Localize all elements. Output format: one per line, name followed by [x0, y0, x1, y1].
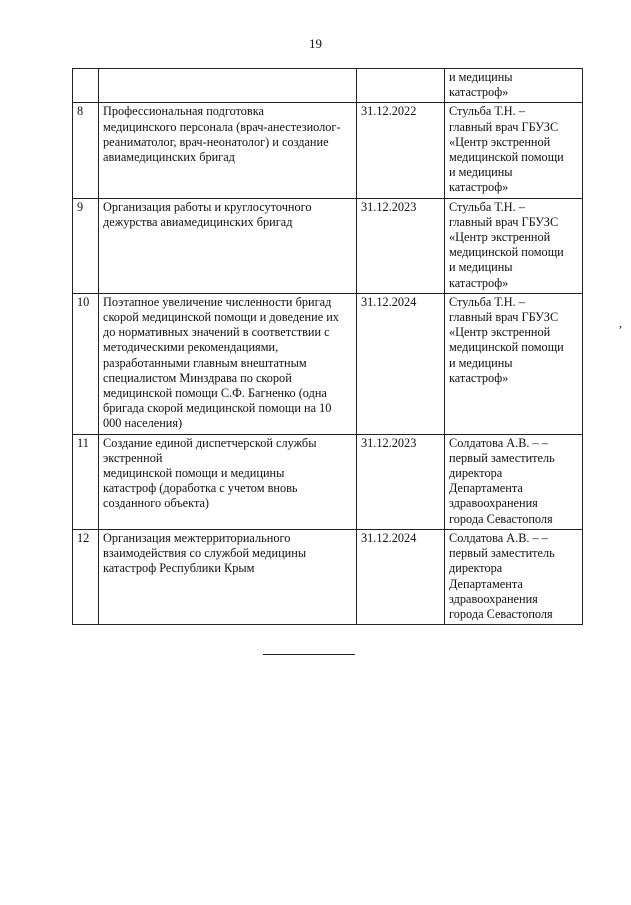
deadline-cell	[357, 103, 445, 198]
task-text: Создание единой диспетчерской службы экстренной медицинской помощи и медицины катастроф (доработка с учетом вновь созданного объекта)	[103, 435, 317, 511]
responsible-text: Стульба Т.Н. – главный врач ГБУЗС «Центр экстренной медицинской помощи и медицины катастроф»	[449, 104, 564, 195]
responsible-text: Стульба Т.Н. – главный врач ГБУЗС «Центр экстренной медицинской помощи и медицины катастроф»	[449, 199, 564, 290]
row-number-cell	[73, 529, 99, 624]
deadline-cell	[357, 434, 445, 529]
responsible-cell	[445, 293, 583, 434]
deadline-cell	[357, 198, 445, 293]
task-cell	[99, 103, 357, 198]
measures-table-body	[73, 69, 583, 625]
deadline-date: 31.12.2024	[361, 294, 417, 309]
responsible-cell	[445, 103, 583, 198]
task-text: Организация межтерриториального взаимодействия со службой медицины катастроф Республики Крым	[103, 530, 307, 576]
deadline-date: 31.12.2023	[361, 435, 417, 450]
task-cell	[99, 198, 357, 293]
deadline-cell	[357, 293, 445, 434]
margin-mark: ,	[619, 316, 622, 330]
task-cell	[99, 529, 357, 624]
row-number-cell	[73, 103, 99, 198]
task-cell	[99, 69, 357, 103]
deadline-cell	[357, 529, 445, 624]
task-text: Поэтапное увеличение численности бригад скорой медицинской помощи и доведение их до нормативных значений в соответствии с методическими рекомендациями, разработанными главным внештатным специалистом Минздрава по скорой медицинской помощи С.Ф. Багненко (одна бригада скорой медицинской помощи на 10 000 населения)	[103, 294, 339, 431]
row-number-cell	[73, 69, 99, 103]
table-row	[73, 434, 583, 529]
row-number-cell	[73, 198, 99, 293]
responsible-text: Солдатова А.В. – – первый заместитель директора Департамента здравоохранения города Севастополя	[449, 530, 555, 621]
responsible-text: Стульба Т.Н. – главный врач ГБУЗС «Центр экстренной медицинской помощи и медицины катастроф»	[449, 294, 564, 385]
task-cell	[99, 293, 357, 434]
deadline-date: 31.12.2023	[361, 199, 417, 214]
task-cell	[99, 434, 357, 529]
row-number: 10	[77, 294, 90, 309]
responsible-cell	[445, 434, 583, 529]
row-number: 8	[77, 104, 84, 119]
table-row	[73, 198, 583, 293]
end-of-document-line	[263, 654, 355, 655]
deadline-cell	[357, 69, 445, 103]
responsible-cell	[445, 529, 583, 624]
page-number: 19	[309, 36, 322, 51]
responsible-cell	[445, 198, 583, 293]
task-text: Профессиональная подготовка медицинского персонала (врач-анестезиолог- реаниматолог, врач-неонатолог) и создание авиамедицинских бригад	[103, 104, 341, 165]
responsible-text: Солдатова А.В. – – первый заместитель директора Департамента здравоохранения города Севастополя	[449, 435, 555, 526]
table-row	[73, 103, 583, 198]
deadline-date: 31.12.2022	[361, 104, 417, 119]
row-number-cell	[73, 434, 99, 529]
row-number: 9	[77, 199, 84, 214]
table-row	[73, 69, 583, 103]
responsible-cell	[445, 69, 583, 103]
row-number-cell	[73, 293, 99, 434]
row-number: 12	[77, 530, 90, 545]
task-text: Организация работы и круглосуточного дежурства авиамедицинских бригад	[103, 199, 312, 229]
responsible-text: и медицины катастроф»	[449, 70, 513, 100]
deadline-date: 31.12.2024	[361, 530, 417, 545]
table-row	[73, 529, 583, 624]
row-number: 11	[77, 435, 89, 450]
table-row	[73, 293, 583, 434]
measures-table	[72, 68, 583, 625]
